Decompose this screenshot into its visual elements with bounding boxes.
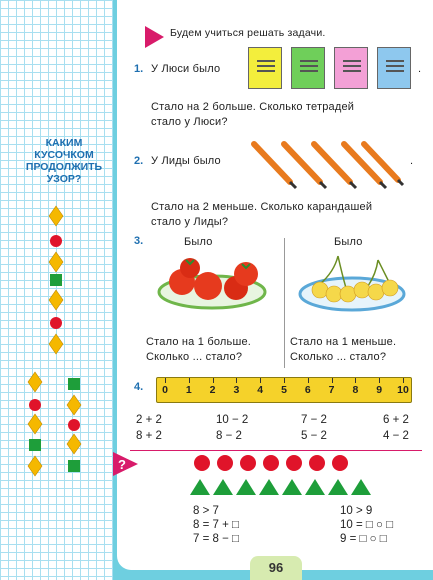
ruler-tick-mark (213, 378, 214, 383)
section-divider (130, 450, 422, 451)
cherry-icon (312, 282, 328, 298)
cherry-icon (340, 286, 356, 302)
pattern-drawing (0, 0, 113, 580)
red-circle (68, 419, 80, 431)
task2-period: . (410, 155, 414, 167)
sidebar-title-line: УЗОР? (46, 173, 82, 185)
ruler-tick-label: 6 (304, 384, 311, 396)
task-number: 2. (134, 155, 144, 167)
task2-line2: Стало на 2 меньше. Сколько карандашей (151, 201, 373, 213)
task-number: 1. (134, 63, 144, 75)
comparison: 7 = 8 − □ (193, 533, 239, 545)
notebook-icon (377, 47, 411, 89)
ruler-tick-mark (379, 378, 380, 383)
task-number: 3. (134, 235, 144, 247)
notebook-icon (334, 47, 368, 89)
yellow-diamond (49, 334, 63, 354)
ruler-tick-label: 5 (281, 384, 287, 396)
comparison: 9 = □ ○ □ (340, 533, 387, 545)
sidebar-title-line: КУСОЧКОМ (34, 149, 94, 161)
green-triangle (213, 479, 233, 495)
yellow-diamond (49, 290, 63, 310)
tomatoes-plate (156, 252, 268, 312)
expression: 8 + 2 (136, 430, 162, 442)
task3-right-line2: Сколько ... стало? (290, 351, 387, 363)
notebook-icon (291, 47, 325, 89)
green-square (50, 274, 62, 286)
yellow-diamond (28, 372, 42, 392)
ruler-tick-label: 8 (352, 384, 359, 396)
tomato-icon (194, 272, 222, 300)
expression: 10 − 2 (216, 414, 249, 426)
green-triangle (351, 479, 371, 495)
yellow-diamond (67, 395, 81, 415)
green-triangle (328, 479, 348, 495)
question-marker-icon (113, 452, 139, 476)
red-circle (309, 455, 325, 471)
red-circle (332, 455, 348, 471)
task2-line3: стало у Лиды? (151, 216, 229, 228)
task3-left-line2: Сколько ... стало? (146, 351, 243, 363)
task1-period: . (418, 63, 422, 75)
play-triangle-icon (143, 24, 165, 50)
cherry-icon (354, 282, 370, 298)
tomato-icon (234, 262, 258, 286)
expression: 8 − 2 (216, 430, 242, 442)
cherry-icon (368, 284, 384, 300)
ruler-tick-label: 10 (397, 384, 409, 396)
yellow-diamond (28, 414, 42, 434)
cherry-icon (326, 286, 342, 302)
yellow-diamond (28, 456, 42, 476)
expression: 4 − 2 (383, 430, 409, 442)
red-circle (217, 455, 233, 471)
green-square (29, 439, 41, 451)
red-circle (286, 455, 302, 471)
red-circle (194, 455, 210, 471)
pencils-illustration (248, 138, 408, 190)
red-circle (50, 235, 62, 247)
pattern-option-left (28, 372, 42, 476)
green-triangle (236, 479, 256, 495)
expression: 2 + 2 (136, 414, 162, 426)
cherries-plate (298, 250, 408, 314)
yellow-diamond (49, 206, 63, 226)
task3-divider (284, 238, 285, 368)
notebooks-illustration (248, 47, 418, 91)
red-circle (50, 317, 62, 329)
expression: 7 − 2 (301, 414, 327, 426)
red-circle (29, 399, 41, 411)
pencil-icon (364, 144, 403, 185)
task3-right-line1: Стало на 1 меньше. (290, 336, 397, 348)
question-mark: ? (118, 457, 126, 472)
green-square (68, 460, 80, 472)
comparison: 10 = □ ○ □ (340, 519, 394, 531)
comparison: 10 > 9 (340, 505, 373, 517)
shapes-row (180, 452, 380, 498)
red-circle (263, 455, 279, 471)
ruler-tick-mark (332, 378, 333, 383)
ruler-tick-label: 3 (233, 384, 240, 396)
task1-line2: Стало на 2 больше. Сколько тетрадей (151, 101, 355, 113)
page-number: 96 (268, 560, 284, 575)
task3-left-header: Было (184, 236, 213, 248)
task-number: 4. (134, 381, 144, 393)
comparison: 8 = 7 + □ (193, 519, 239, 531)
intro-text: Будем учиться решать задачи. (170, 27, 326, 39)
sidebar-title-line: КАКИМ (45, 137, 83, 149)
pattern-column (49, 206, 63, 354)
green-triangle (190, 479, 210, 495)
tomato-icon (180, 258, 200, 278)
cherry-icon (382, 280, 398, 296)
comparison: 8 > 7 (193, 505, 219, 517)
ruler-tick-mark (165, 378, 166, 383)
green-triangle (305, 479, 325, 495)
ruler-tick-mark (236, 378, 237, 383)
task1-line1: У Люси было (151, 63, 221, 75)
task3-left-line1: Стало на 1 больше. (146, 336, 252, 348)
sidebar-title-line: ПРОДОЛЖИТЬ (25, 161, 103, 173)
notebook-icon (248, 47, 282, 89)
ruler-tick-mark (284, 378, 285, 383)
ruler-tick-label: 2 (209, 384, 216, 396)
ruler-tick-label: 1 (185, 384, 192, 396)
task3-right-header: Было (334, 236, 363, 248)
ruler-tick-label: 7 (328, 384, 335, 396)
ruler-tick-label: 9 (376, 384, 383, 396)
pattern-option-right (67, 378, 81, 472)
ruler (156, 377, 412, 403)
red-circle (240, 455, 256, 471)
task2-line1: У Лиды было (151, 155, 221, 167)
green-triangle (282, 479, 302, 495)
ruler-tick-mark (355, 378, 356, 383)
expression: 6 + 2 (383, 414, 409, 426)
green-triangle (259, 479, 279, 495)
ruler-tick-mark (260, 378, 261, 383)
ruler-tick-mark (189, 378, 190, 383)
expression: 5 − 2 (301, 430, 327, 442)
yellow-diamond (67, 434, 81, 454)
sidebar-grid (0, 0, 113, 580)
ruler-tick-label: 4 (257, 384, 264, 396)
yellow-diamond (49, 252, 63, 272)
ruler-tick-mark (308, 378, 309, 383)
ruler-tick-mark (403, 378, 404, 383)
task1-line3: стало у Люси? (151, 116, 228, 128)
green-square (68, 378, 80, 390)
ruler-tick-label: 0 (162, 384, 168, 396)
